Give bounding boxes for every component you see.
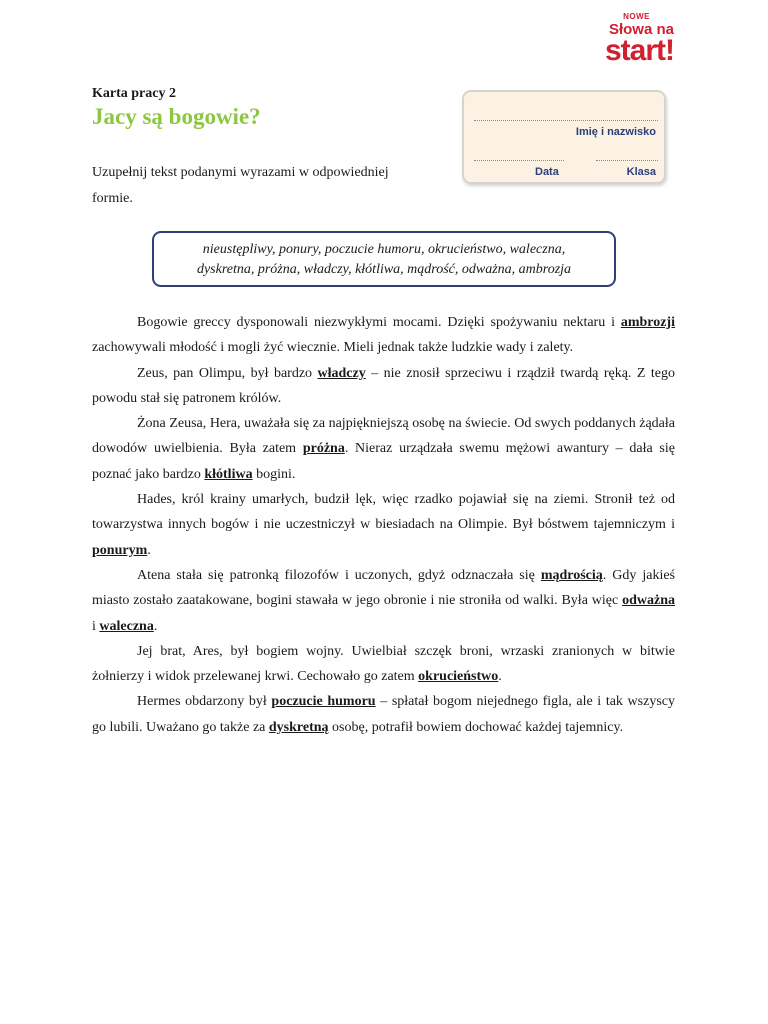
text-span: bogini.: [252, 466, 296, 482]
answer-word: odważna: [622, 593, 675, 609]
text-span: .: [498, 669, 502, 685]
publisher-logo: [584, 12, 674, 65]
name-line: [474, 120, 658, 121]
text-span: Żona Zeusa, Hera, uważała się za najpiękniejszą osobę na świecie. Od swych poddanych żądała dowodów uwielbienia. Była zatem: [92, 416, 675, 457]
answer-word: ponurym: [92, 542, 148, 558]
paragraph-5: [92, 563, 675, 639]
answer-word: poczucie humoru: [271, 694, 376, 710]
text-span: . Gdy jakieś miasto zostało zaatakowane, bogini stawała w jego obronie i nie stroniła od walki. Była więc: [92, 567, 676, 609]
text-span: . Nieraz urządzała swemu mężowi awantury – dała się poznać jako bardzo: [92, 441, 675, 482]
answer-word: władczy: [317, 365, 366, 381]
word-bank: [152, 231, 616, 287]
date-line: [474, 160, 564, 161]
text-span: i: [92, 618, 100, 634]
word-bank-line: nieustępliwy, ponury, poczucie humoru, okrucieństwo, waleczna,: [202, 242, 566, 257]
class-label: Klasa: [626, 166, 656, 178]
answer-word: ambrozji: [620, 315, 675, 330]
text-span: Atena stała się patronką filozofów i uczonych, gdyż odznaczała się: [137, 567, 541, 583]
text-span: – nie znosił sprzeciwu i rządził twardą ręką. Z tego powodu stał się patronem królów.: [92, 365, 675, 406]
answer-word: okrucieństwo: [418, 669, 499, 685]
text-span: Jej brat, Ares, był bogiem wojny. Uwielbiał szczęk broni, wrzaski zranionych w bitwie żołnierzy i widok przelewanej krwi. Cechowało go zatem: [92, 643, 675, 685]
exercise-text: [92, 310, 675, 740]
answer-word: dyskretną: [268, 719, 329, 735]
text-span: – spłatał bogom niejednego figla, ale i tak wszyscy go lubili. Uważano go także za: [92, 694, 675, 735]
text-span: Bogowie greccy dysponowali niezwykłymi mocami. Dzięki spożywaniu nektaru i: [137, 315, 621, 330]
worksheet-number: Karta pracy 2: [92, 86, 176, 101]
paragraph-7: [92, 689, 675, 740]
student-id-box: [462, 90, 666, 184]
class-line: [596, 160, 658, 161]
word-bank-line: dyskretna, próżna, władczy, kłótliwa, mądrość, odważna, ambrozja: [196, 262, 572, 277]
paragraph-6: [92, 639, 675, 690]
text-span: Hermes obdarzony był: [137, 694, 272, 710]
text-span: .: [147, 542, 151, 558]
logo-slowa: Słowa na: [608, 21, 674, 38]
paragraph-4: [92, 487, 675, 563]
paragraph-2: [92, 361, 675, 412]
logo-nowe: NOWE: [623, 12, 650, 21]
date-label: Data: [535, 166, 559, 178]
answer-word: próżna: [302, 441, 345, 457]
text-span: Hades, król krainy umarłych, budził lęk, więc rzadko pojawiał się na ziemi. Stronił też od towarzystwa innych bogów i nie uczestniczył w biesiadach na Olimpie. Był bóstwem tajemniczym i: [92, 492, 675, 533]
paragraph-3: [92, 411, 675, 487]
logo-start: start!: [604, 34, 674, 67]
answer-word: kłótliwa: [204, 466, 253, 482]
answer-word: waleczna: [99, 618, 154, 634]
text-span: Zeus, pan Olimpu, był bardzo: [137, 365, 318, 381]
answer-word: mądrością: [540, 567, 603, 583]
paragraph-1: [92, 310, 675, 361]
text-span: zachowywali młodość i mogli żyć wiecznie. Mieli jednak także ludzkie wady i zalety.: [92, 340, 574, 356]
text-span: .: [153, 618, 158, 634]
page-title: Jacy są bogowie?: [92, 104, 261, 129]
name-label: Imię i nazwisko: [575, 126, 656, 138]
instruction: Uzupełnij tekst podanymi wyrazami w odpowiedniej formie.: [92, 165, 389, 206]
text-span: osobę, potrafił bowiem dochować każdej tajemnicy.: [328, 719, 624, 735]
